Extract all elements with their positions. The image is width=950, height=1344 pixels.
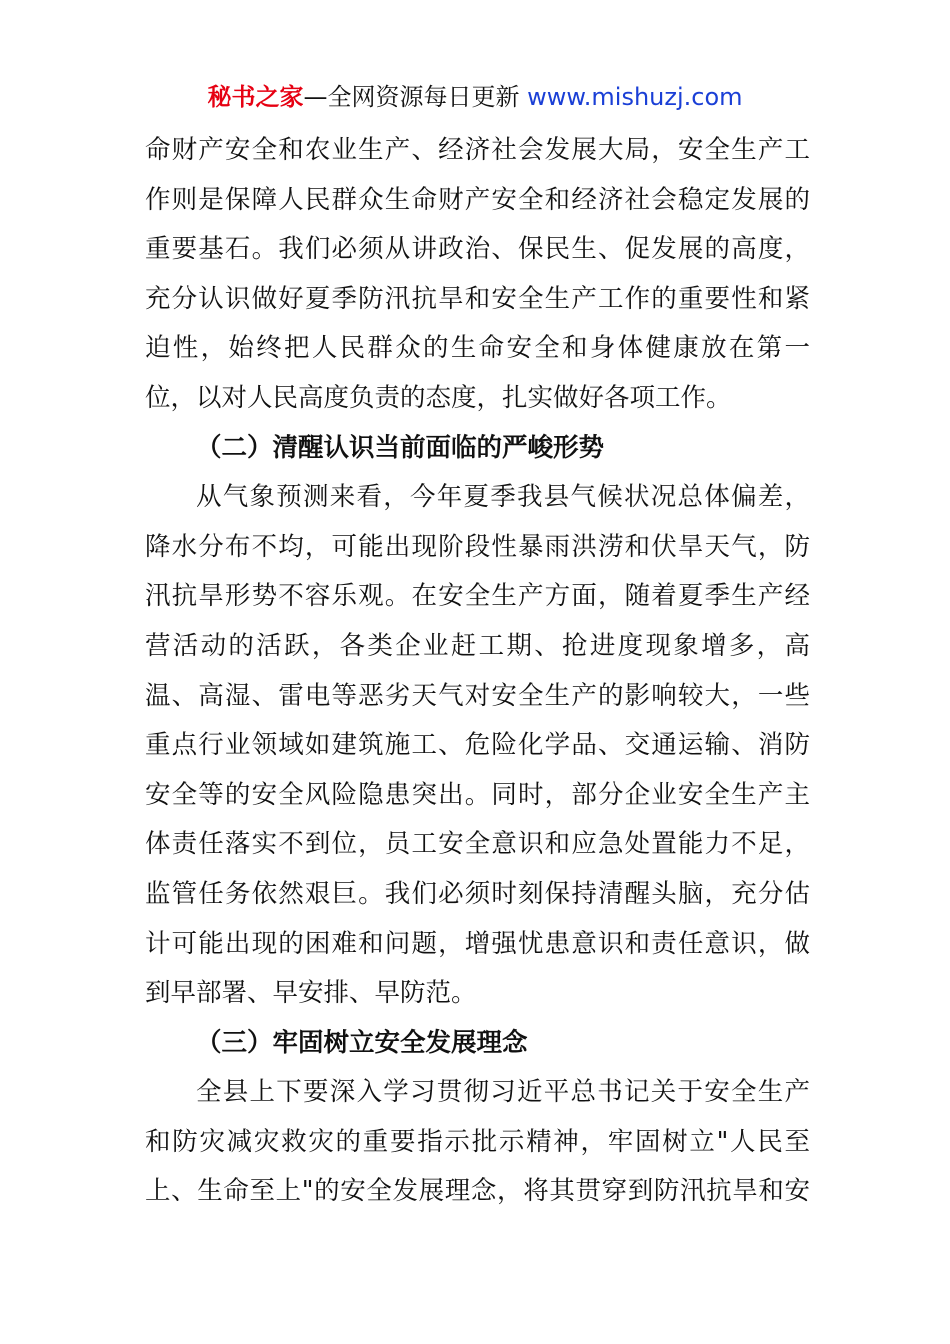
section-heading-2: （二）清醒认识当前面临的严峻形势 xyxy=(196,432,605,463)
site-slogan: —全网资源每日更新 xyxy=(303,83,520,111)
text-line: 体责任落实不到位，员工安全意识和应急处置能力不足， xyxy=(145,829,810,860)
text-line: 降水分布不均，可能出现阶段性暴雨洪涝和伏旱天气，防 xyxy=(145,531,810,562)
text-line: 监管任务依然艰巨。我们必须时刻保持清醒头脑，充分估 xyxy=(145,878,810,909)
section-heading-3: （三）牢固树立安全发展理念 xyxy=(196,1027,528,1058)
text-line: 营活动的活跃，各类企业赶工期、抢进度现象增多，高 xyxy=(145,630,810,661)
text-line: 汛抗旱形势不容乐观。在安全生产方面，随着夏季生产经 xyxy=(145,581,810,612)
text-line: 温、高湿、雷电等恶劣天气对安全生产的影响较大，一些 xyxy=(145,680,810,711)
text-line: 重点行业领域如建筑施工、危险化学品、交通运输、消防 xyxy=(145,730,810,761)
text-line: 重要基石。我们必须从讲政治、保民生、促发展的高度， xyxy=(145,234,810,265)
document-body xyxy=(145,126,810,1217)
text-line: 位，以对人民高度负责的态度，扎实做好各项工作。 xyxy=(145,382,732,413)
text-line: 充分认识做好夏季防汛抗旱和安全生产工作的重要性和紧 xyxy=(145,283,810,314)
text-line: 到早部署、早安排、早防范。 xyxy=(145,978,477,1009)
text-line: 和防灾减灾救灾的重要指示批示精神，牢固树立"人民至 xyxy=(145,1126,810,1157)
text-line: 迫性，始终把人民群众的生命安全和身体健康放在第一 xyxy=(145,333,810,364)
paragraph-first-line: 从气象预测来看，今年夏季我县气候状况总体偏差， xyxy=(196,482,810,513)
text-line: 作则是保障人民群众生命财产安全和经济社会稳定发展的 xyxy=(145,184,810,215)
text-line: 计可能出现的困难和问题，增强忧患意识和责任意识，做 xyxy=(145,928,810,959)
site-brand: 秘书之家 xyxy=(207,83,304,111)
text-line: 安全等的安全风险隐患突出。同时，部分企业安全生产主 xyxy=(145,779,810,810)
site-url[interactable]: www.mishuzj.com xyxy=(527,83,743,111)
paragraph-first-line: 全县上下要深入学习贯彻习近平总书记关于安全生产 xyxy=(196,1077,810,1108)
page-header xyxy=(0,80,950,114)
text-line: 命财产安全和农业生产、经济社会发展大局，安全生产工 xyxy=(145,135,810,165)
text-line: 上、生命至上"的安全发展理念，将其贯穿到防汛抗旱和安 xyxy=(145,1176,810,1207)
